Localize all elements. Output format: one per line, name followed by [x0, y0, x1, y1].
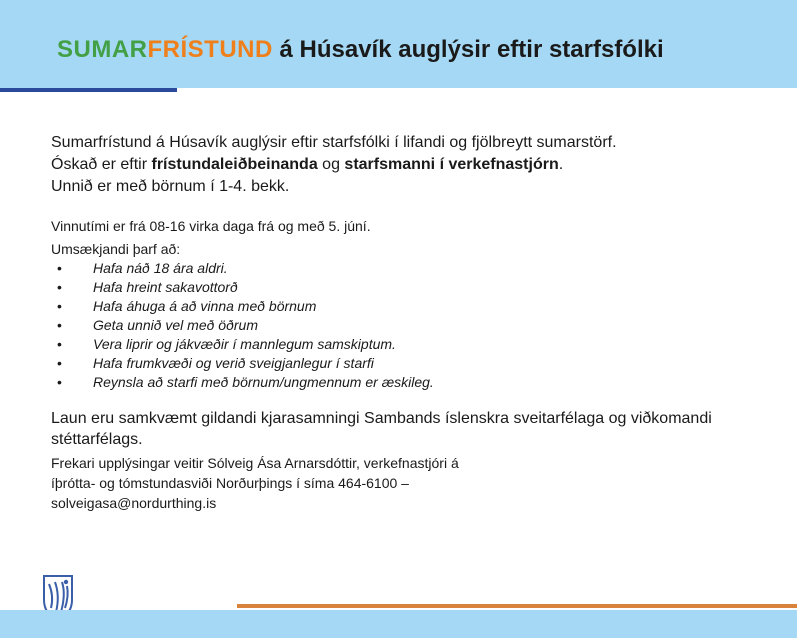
list-item [51, 335, 771, 354]
intro-paragraph [51, 132, 771, 198]
page-title [57, 36, 664, 64]
bullet-icon: • [57, 336, 62, 352]
list-item-text: Vera liprir og jákvæðir í mannlegum samskiptum. [93, 336, 396, 352]
intro-line-2a: Óskað er eftir [51, 156, 152, 173]
bullet-icon: • [57, 298, 62, 314]
list-item [51, 259, 771, 278]
list-item [51, 316, 771, 335]
bullet-icon: • [57, 355, 62, 371]
bullet-icon: • [57, 260, 62, 276]
list-item-text: Hafa áhuga á að vinna með börnum [93, 298, 317, 314]
list-item [51, 354, 771, 373]
bullet-icon: • [57, 374, 62, 390]
list-item [51, 297, 771, 316]
contact-line-2: íþrótta- og tómstundasviði Norðurþings í síma 464-6100 – [51, 475, 409, 491]
list-item-text: Geta unnið vel með öðrum [93, 317, 258, 333]
requirements-list [51, 259, 771, 392]
footer-band [0, 610, 797, 638]
role-project: starfsmanni í verkefnastjórn [344, 156, 559, 173]
intro-line-3: Unnið er með börnum í 1-4. bekk. [51, 178, 290, 195]
title-fristund: FRÍSTUND [147, 36, 273, 63]
title-rest: á Húsavík auglýsir eftir starfsfólki [272, 36, 664, 63]
list-item [51, 278, 771, 297]
list-item-text: Hafa hreint sakavottorð [93, 279, 238, 295]
intro-line-2c: og [317, 156, 345, 173]
bullet-icon: • [57, 279, 62, 295]
bullet-icon: • [57, 317, 62, 333]
list-item-text: Hafa frumkvæði og verið sveigjanlegur í starfi [93, 355, 374, 371]
working-hours: Vinnutími er frá 08-16 virka daga frá og með 5. júní. [51, 218, 371, 234]
requirements-heading: Umsækjandi þarf að: [51, 241, 181, 257]
contact-paragraph [51, 453, 771, 513]
header-divider [0, 88, 177, 92]
contact-line-1: Frekari upplýsingar veitir Sólveig Ása Arnarsdóttir, verkefnastjóri á [51, 455, 459, 471]
contact-email[interactable]: solveigasa@nordurthing.is [51, 495, 217, 511]
ad-body [51, 132, 771, 513]
salary-paragraph: Laun eru samkvæmt gildandi kjarasamningi Sambands íslenskra sveitarfélaga og viðkomandi stéttarfélags. [51, 410, 712, 448]
intro-line-2e: . [558, 156, 564, 173]
role-leader: frístundaleiðbeinanda [151, 156, 318, 173]
list-item [51, 373, 771, 392]
footer-divider [237, 604, 797, 608]
list-item-text: Reynsla að starfi með börnum/ungmennum er æskileg. [93, 374, 434, 390]
list-item-text: Hafa náð 18 ára aldri. [93, 260, 228, 276]
intro-line-1: Sumarfrístund á Húsavík auglýsir eftir starfsfólki í lifandi og fjölbreytt sumarstörf. [51, 134, 617, 151]
title-sumar: SUMAR [57, 36, 148, 63]
